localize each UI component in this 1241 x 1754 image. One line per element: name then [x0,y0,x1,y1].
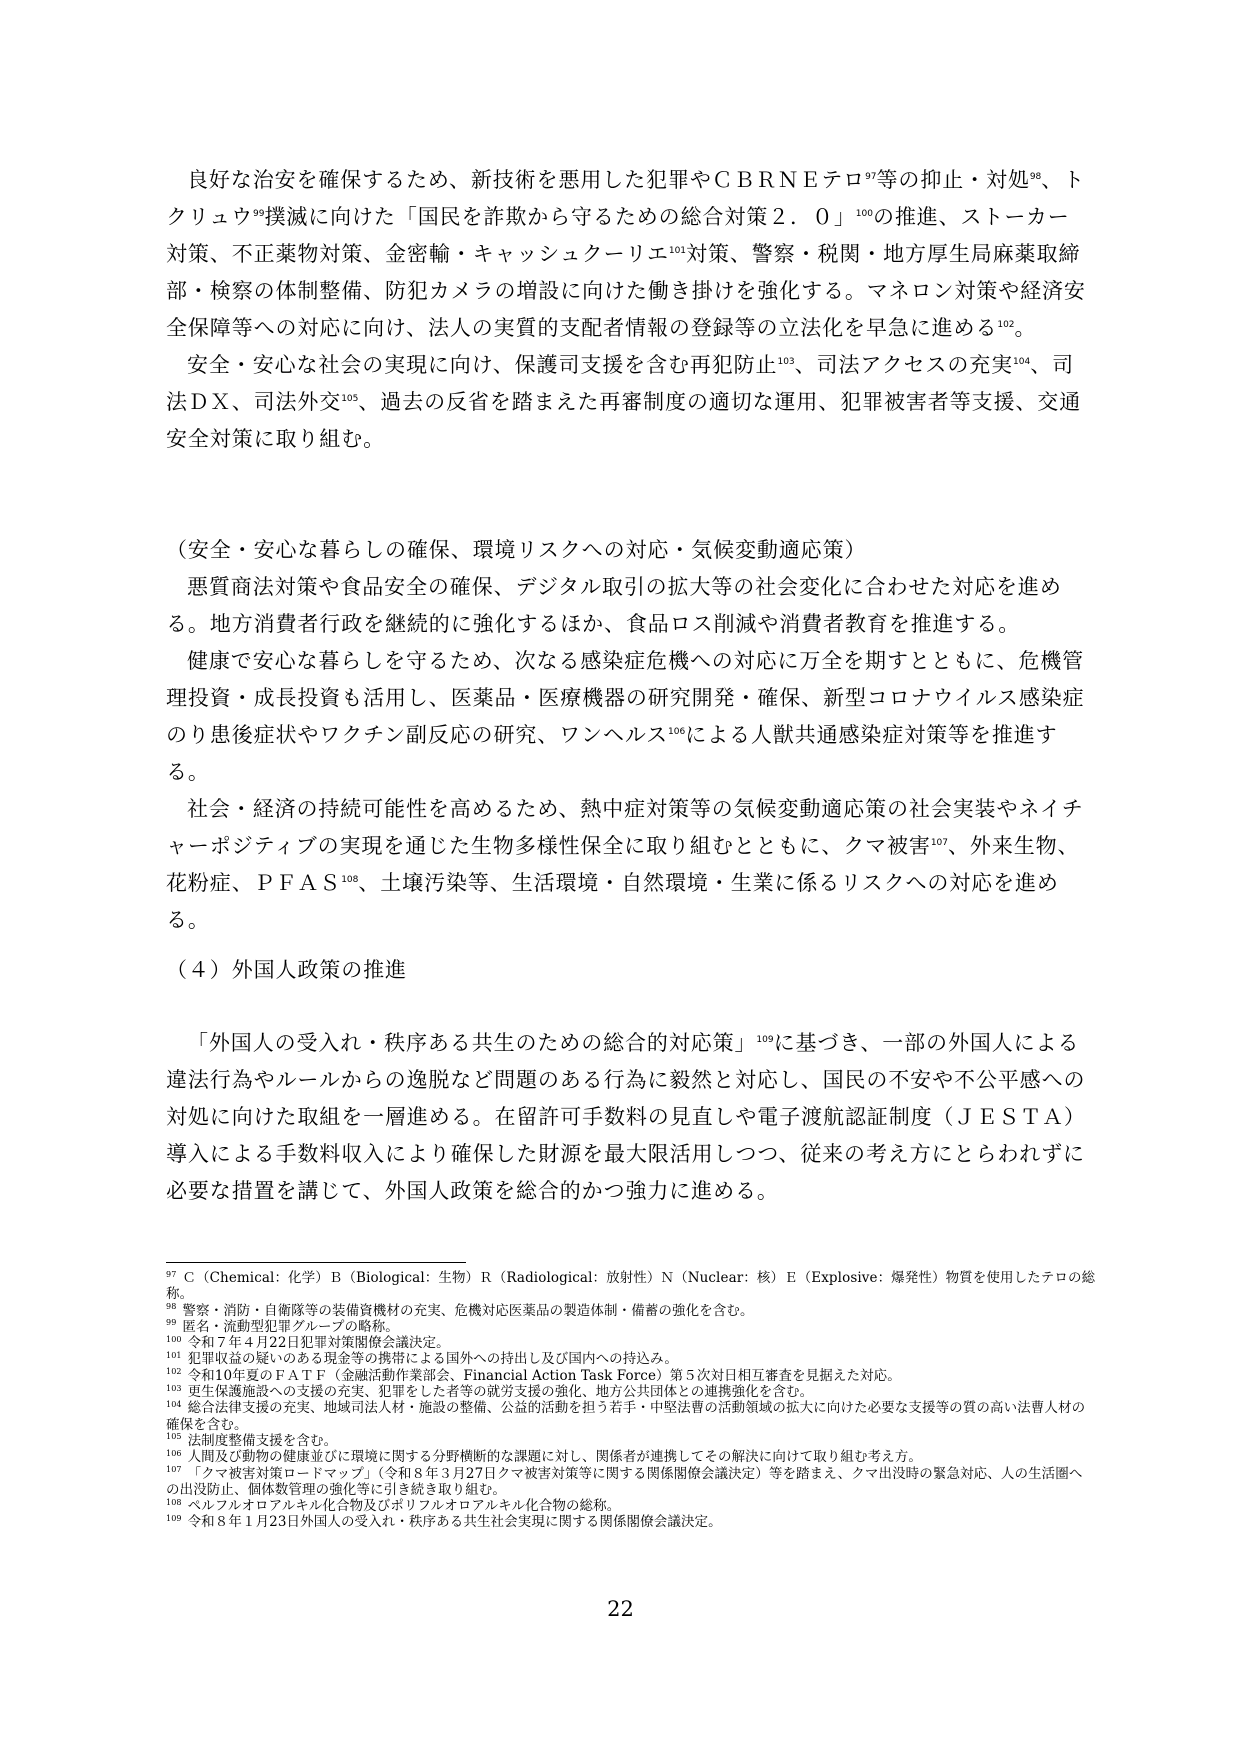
footnote: $^{105}$ 法制度整備支援を含む。 [166,1432,338,1449]
footnote-ref[interactable]: 105 [341,394,359,404]
foreigner-policy-body [166,1025,1086,1210]
footnote: $^{97}$ Ｃ（Chemical：化学）Ｂ（Biological：生物）Ｒ（Radiological：放射性）Ｎ（Nuclear：核）Ｅ（Explosive：爆発性）物質を使用したテロの総称。 [166,1269,1096,1303]
paragraph-justice: 安全・安心な社会の実現に向け、保護司支援を含む再犯防止$^{103}$、司法アクセスの充実$^{104}$、司法ＤＸ、司法外交$^{105}$、過去の反省を踏まえた再審制度の適切な運用、犯罪被害者等支援、交通安全対策に取り組む。 [166,353,1082,451]
footnote: $^{103}$ 更生保護施設への支援の充実、犯罪をした者等の就労支援の強化、地方公共団体との連携強化を含む。 [166,1383,814,1401]
paragraph-health: 健康で安心な暮らしを守るため、次なる感染症危機への対応に万全を期すとともに、危機管理投資・成長投資も活用し、医薬品・医療機器の研究開発・確保、新型コロナウイルス感染症のり患後症状やワクチン副反応の研究、ワンヘルス$^{106}$による人獣共通感染症対策等を推進する。 [166,649,1085,784]
paragraph-consumer: 悪質商法対策や食品安全の確保、デジタル取引の拡大等の社会変化に合わせた対応を進める。地方消費者行政を継続的に強化するほか、食品ロス削減や消費者教育を推進する。 [166,575,1062,636]
footnote-ref[interactable]: 100 [855,209,873,219]
section-heading: （４）外国人政策の推進 [166,958,407,982]
footnote-ref[interactable]: 102 [997,320,1015,330]
footnote: $^{100}$ 令和７年４月22日犯罪対策閣僚会議決定。 [166,1334,450,1352]
page-number: 22 [607,1597,634,1621]
footnote-ref[interactable]: 101 [668,246,687,256]
footnote: $^{107}$ 「クマ被害対策ロードマップ」（令和８年３月27日クマ被害対策等に関する関係閣僚会議決定）等を踏まえ、クマ出没時の緊急対応、人の生活圏への出没防止、個体数管理の強化等に引き続き取り組む。 [166,1465,1083,1498]
section-heading: （安全・安心な暮らしの確保、環境リスクへの対応・気候変動適応策） [166,538,867,562]
footnote-ref[interactable]: 98 [1029,172,1042,182]
paragraph-environment: 社会・経済の持続可能性を高めるため、熱中症対策等の気候変動適応策の社会実装やネイチャーポジティブの実現を通じた生物多様性保全に取り組むとともに、クマ被害$^{107}$、外来生物、花粉症、ＰＦＡＳ$^{108}$、土壌汚染等、生活環境・自然環境・生業に係るリスクへの対応を進める。 [166,797,1084,932]
footnote: $^{101}$ 犯罪収益の疑いのある現金等の携帯による国外への持出し及び国内への持込み。 [166,1350,678,1368]
footnote-ref[interactable]: 107 [930,838,949,848]
footnote-ref[interactable]: 108 [341,875,359,885]
footnotes [166,1270,1096,1531]
paragraph-foreigner-policy: 「外国人の受入れ・秩序ある共生のための総合的対応策」$^{109}$に基づき、一部の外国人による違法行為やルールからの逸脱など問題のある行為に毅然と対応し、国民の不安や不公平感への対処に向けた取組を一層進める。在留許可手数料の見直しや電子渡航認証制度（ＪＥＳＴＡ）導入による手数料収入により確保した財源を最大限活用しつつ、従来の考え方にとらわれずに必要な措置を講じて、外国人政策を総合的かつ強力に進める。 [166,1031,1086,1203]
footnote: $^{99}$ 匿名・流動型犯罪グループの略称。 [166,1318,399,1335]
paragraph-crime-countermeasures: 良好な治安を確保するため、新技術を悪用した犯罪やＣＢＲＮＥテロ$^{97}$等の抑止・対処$^{98}$、トクリュウ$^{99}$撲滅に向けた「国民を詐欺から守るための総合対策２．０」$^{100}$の推進、ストーカー対策、不正薬物対策、金密輸・キャッシュクーリエ$^{101}$対策、警察・税関・地方厚生局麻薬取締部・検察の体制整備、防犯カメラの増設に向けた働き掛けを強化する。マネロン対策や経済安全保障等への対応に向け、法人の実質的支配者情報の登録等の立法化を早急に進める$^{102}$。 [166,168,1086,340]
footnote: $^{109}$ 令和８年１月23日外国人の受入れ・秩序ある共生社会実現に関する関係閣僚会議決定。 [166,1513,722,1531]
public-safety-section [166,162,1086,458]
footnote-divider [166,1262,466,1263]
footnote-ref[interactable]: 99 [252,209,265,219]
safe-living-section [166,532,1086,939]
footnote: $^{102}$ 令和10年夏のＦＡＴＦ（金融活動作業部会、Financial Action Task Force）第５次対日相互審査を見据えた対応。 [166,1367,901,1384]
footnote: $^{98}$ 警察・消防・自衛隊等の装備資機材の充実、危機対応医薬品の製造体制・備蓄の強化を含む。 [166,1302,754,1319]
foreigner-policy-section [166,952,1086,989]
footnote-ref[interactable]: 109 [756,1035,774,1045]
footnote: $^{104}$ 総合法律支援の充実、地域司法人材・施設の整備、公益的活動を担う若手・中堅法曹の活動領域の拡大に向けた必要な支援等の質の高い法曹人材の確保を含む。 [166,1399,1086,1433]
footnote: $^{106}$ 人間及び動物の健康並びに環境に関する分野横断的な課題に対し、関係者が連携してその解決に向けて取り組む考え方。 [166,1448,922,1466]
footnote-ref[interactable]: 106 [668,727,686,737]
footnote-ref[interactable]: 103 [777,357,795,367]
footnote-ref[interactable]: 97 [865,172,877,182]
footnote-ref[interactable]: 104 [1013,357,1031,367]
footnote: $^{108}$ ペルフルオロアルキル化合物及びポリフルオロアルキル化合物の総称。 [166,1497,621,1515]
